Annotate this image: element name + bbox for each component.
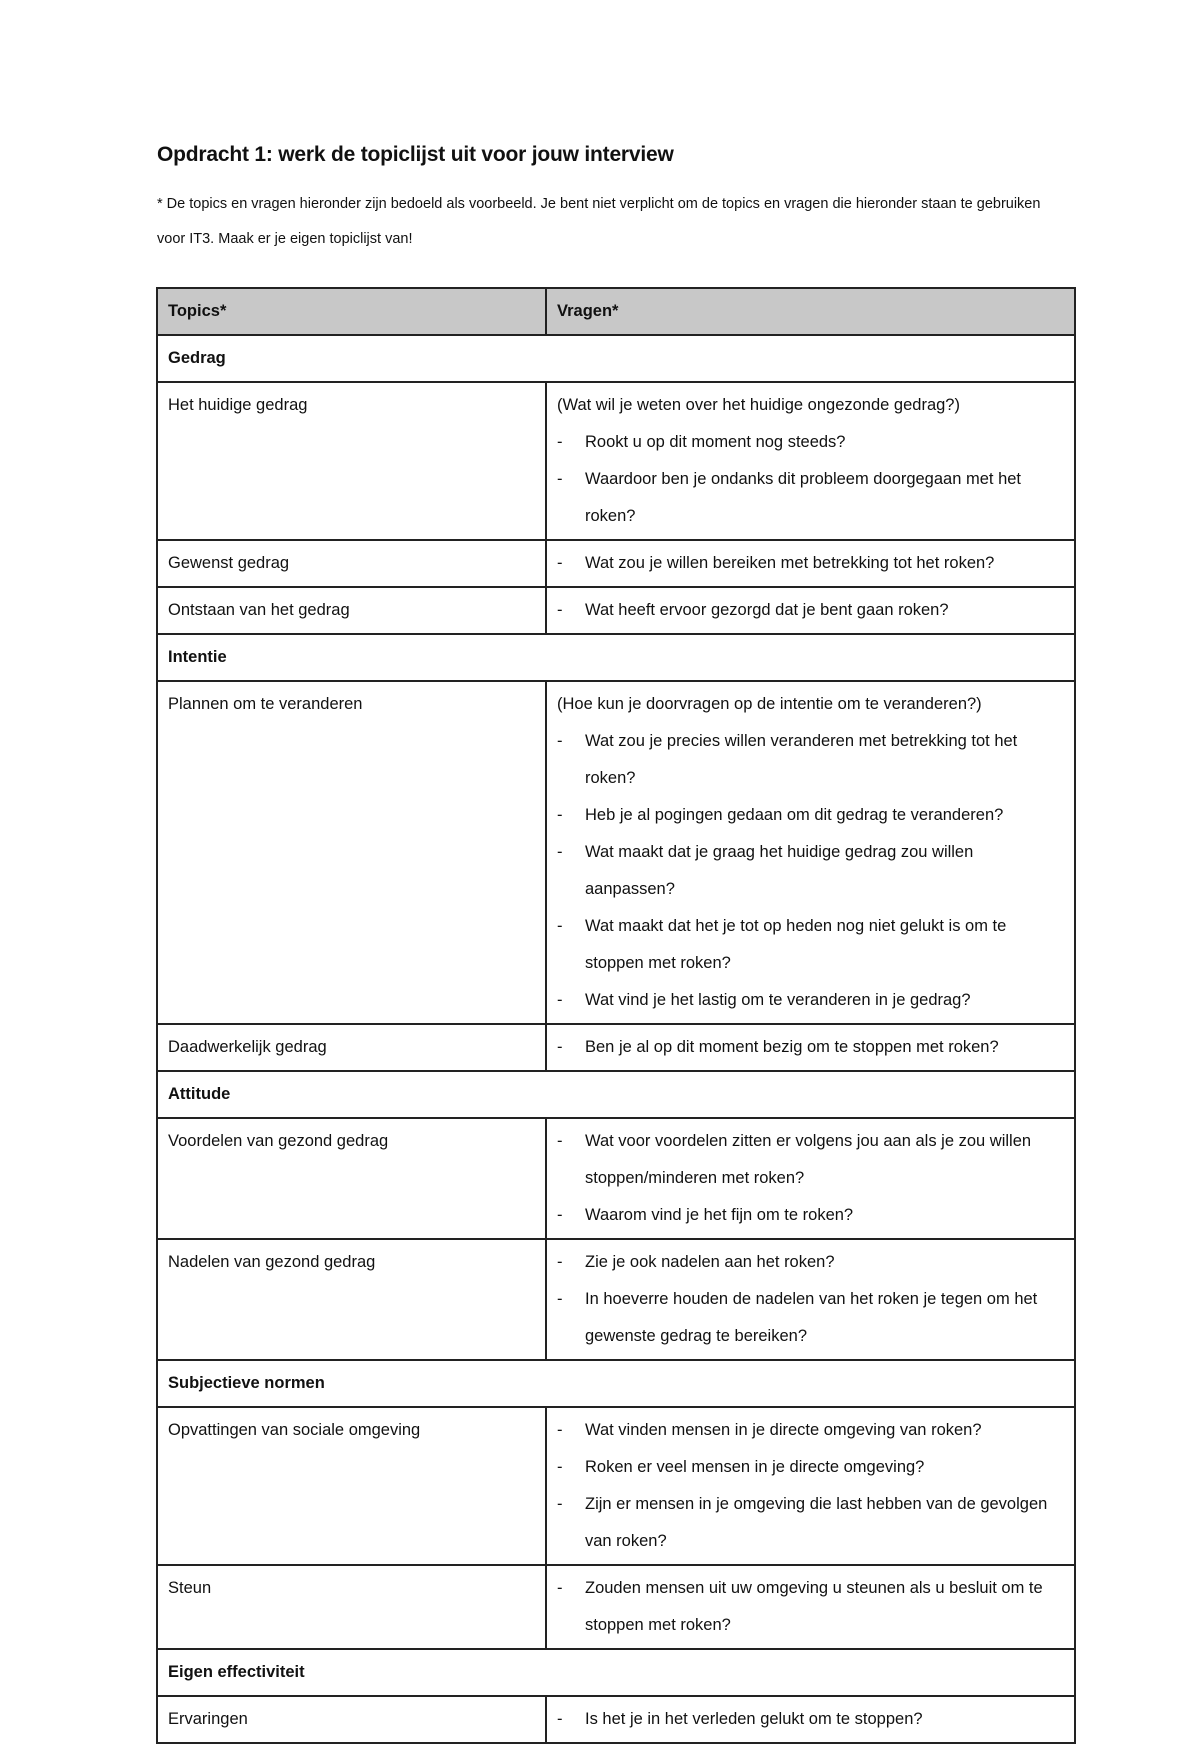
- section-attitude: Attitude: [157, 1071, 1075, 1118]
- section-row: [157, 1649, 1075, 1696]
- section-row: [157, 1360, 1075, 1407]
- topic-cell: Daadwerkelijk gedrag: [157, 1024, 546, 1071]
- table-row: [157, 540, 1075, 587]
- questions-cell: [546, 1239, 1075, 1360]
- question-item: - Wat zou je willen bereiken met betrekking tot het roken?: [557, 545, 1064, 582]
- topic-cell: Voordelen van gezond gedrag: [157, 1118, 546, 1239]
- section-subjectieve-normen: Subjectieve normen: [157, 1360, 1075, 1407]
- intro-note: * De topics en vragen hieronder zijn bedoeld als voorbeeld. Je bent niet verplicht om de topics en vragen die hieronder staan te gebruiken voor IT3. Maak er je eigen topiclijst van!: [157, 196, 1041, 247]
- question-item: - Rookt u op dit moment nog steeds?: [557, 424, 1064, 461]
- question-item: - Roken er veel mensen in je directe omgeving?: [557, 1449, 1064, 1486]
- topic-cell: Opvattingen van sociale omgeving: [157, 1407, 546, 1565]
- questions-cell: [546, 587, 1075, 634]
- questions-cell: [546, 1565, 1075, 1649]
- topic-cell: Ervaringen: [157, 1696, 546, 1743]
- document-title: Opdracht 1: werk de topiclijst uit voor jouw interview: [157, 143, 674, 166]
- question-item: - Zouden mensen uit uw omgeving u steunen als u besluit om te stoppen met roken?: [557, 1570, 1064, 1644]
- question-item: - Wat heeft ervoor gezorgd dat je bent gaan roken?: [557, 592, 1064, 629]
- table-header-row: [157, 288, 1075, 335]
- table-row: [157, 1118, 1075, 1239]
- question-item: - Ben je al op dit moment bezig om te stoppen met roken?: [557, 1029, 1064, 1066]
- question-item: - Wat maakt dat je graag het huidige gedrag zou willen aanpassen?: [557, 834, 1064, 908]
- topic-cell: Ontstaan van het gedrag: [157, 587, 546, 634]
- questions-cell: [546, 681, 1075, 1024]
- section-gedrag: Gedrag: [157, 335, 1075, 382]
- question-item: - Wat vind je het lastig om te veranderen in je gedrag?: [557, 982, 1064, 1019]
- question-item: - In hoeverre houden de nadelen van het roken je tegen om het gewenste gedrag te bereiken?: [557, 1281, 1064, 1355]
- topic-cell: Steun: [157, 1565, 546, 1649]
- question-item: - Is het je in het verleden gelukt om te stoppen?: [557, 1701, 1064, 1738]
- table-row: [157, 1407, 1075, 1565]
- header-vragen: Vragen*: [546, 288, 1075, 335]
- section-eigen-effectiviteit: Eigen effectiviteit: [157, 1649, 1075, 1696]
- questions-cell: [546, 540, 1075, 587]
- questions-cell: [546, 1118, 1075, 1239]
- table-row: [157, 1239, 1075, 1360]
- table-row: [157, 1024, 1075, 1071]
- question-item: - Wat voor voordelen zitten er volgens jou aan als je zou willen stoppen/minderen met roken?: [557, 1123, 1064, 1197]
- question-item: - Wat zou je precies willen veranderen met betrekking tot het roken?: [557, 723, 1064, 797]
- questions-cell: [546, 1407, 1075, 1565]
- section-row: [157, 335, 1075, 382]
- section-row: [157, 634, 1075, 681]
- questions-cell: [546, 1696, 1075, 1743]
- table-row: [157, 681, 1075, 1024]
- table-row: [157, 1565, 1075, 1649]
- topic-cell: Nadelen van gezond gedrag: [157, 1239, 546, 1360]
- question-item: - Waarom vind je het fijn om te roken?: [557, 1197, 1064, 1234]
- questions-cell: [546, 382, 1075, 540]
- question-note: (Wat wil je weten over het huidige ongezonde gedrag?): [557, 396, 960, 414]
- topic-cell: Het huidige gedrag: [157, 382, 546, 540]
- header-topics: Topics*: [157, 288, 546, 335]
- table-row: [157, 382, 1075, 540]
- question-note: (Hoe kun je doorvragen op de intentie om te veranderen?): [557, 695, 982, 713]
- question-item: - Wat vinden mensen in je directe omgeving van roken?: [557, 1412, 1064, 1449]
- question-item: - Zijn er mensen in je omgeving die last hebben van de gevolgen van roken?: [557, 1486, 1064, 1560]
- section-row: [157, 1071, 1075, 1118]
- question-item: - Zie je ook nadelen aan het roken?: [557, 1244, 1064, 1281]
- topic-cell: Gewenst gedrag: [157, 540, 546, 587]
- table-row: [157, 1696, 1075, 1743]
- topic-cell: Plannen om te veranderen: [157, 681, 546, 1024]
- questions-cell: [546, 1024, 1075, 1071]
- section-intentie: Intentie: [157, 634, 1075, 681]
- question-item: - Waardoor ben je ondanks dit probleem doorgegaan met het roken?: [557, 461, 1064, 535]
- question-item: - Heb je al pogingen gedaan om dit gedrag te veranderen?: [557, 797, 1064, 834]
- topic-table: [156, 287, 1076, 1744]
- table-row: [157, 587, 1075, 634]
- question-item: - Wat maakt dat het je tot op heden nog niet gelukt is om te stoppen met roken?: [557, 908, 1064, 982]
